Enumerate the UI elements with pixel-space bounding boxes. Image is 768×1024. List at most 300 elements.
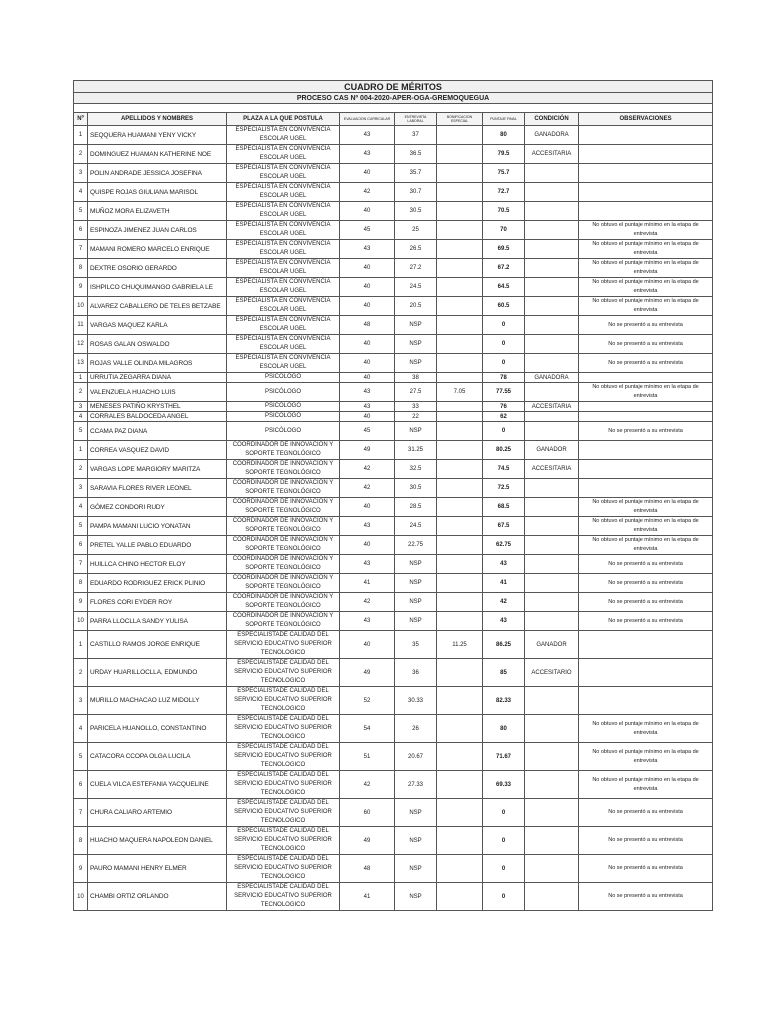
curricular-score: 43 — [340, 555, 395, 574]
row-number: 1 — [74, 373, 88, 383]
row-number: 9 — [74, 278, 88, 297]
bonus-score — [437, 221, 483, 240]
interview-score: NSP — [395, 316, 437, 335]
bonus-score: 7.05 — [437, 383, 483, 402]
condition — [525, 517, 579, 536]
final-score: 60.5 — [483, 297, 525, 316]
observations: No se presentó a su entrevista — [579, 883, 713, 911]
bonus-score — [437, 883, 483, 911]
condition — [525, 593, 579, 612]
condition — [525, 422, 579, 441]
final-score: 0 — [483, 799, 525, 827]
position-applied: ESPECIALISTADE CALIDAD DEL SERVICIO EDUCATIVO SUPERIOR TECNOLOGICO — [227, 659, 340, 687]
row-number: 5 — [74, 743, 88, 771]
position-applied: ESPECIALISTADE CALIDAD DEL SERVICIO EDUCATIVO SUPERIOR TECNOLOGICO — [227, 771, 340, 799]
table-row — [74, 771, 713, 799]
bonus-score — [437, 183, 483, 202]
condition — [525, 555, 579, 574]
interview-score: NSP — [395, 335, 437, 354]
position-applied: ESPECIALISTADE CALIDAD DEL SERVICIO EDUCATIVO SUPERIOR TECNOLOGICO — [227, 799, 340, 827]
interview-score: 35.7 — [395, 164, 437, 183]
applicant-name: CHURA CALIARO ARTEMIO — [88, 799, 227, 827]
observations: No obtuvo el puntaje mínimo en la etapa de entrevista — [579, 517, 713, 536]
bonus-score — [437, 164, 483, 183]
bonus-score — [437, 536, 483, 555]
final-score: 41 — [483, 574, 525, 593]
row-number: 10 — [74, 883, 88, 911]
observations: No se presentó a su entrevista — [579, 422, 713, 441]
bonus-score — [437, 799, 483, 827]
interview-score: 27.5 — [395, 383, 437, 402]
table-row — [74, 743, 713, 771]
curricular-score: 40 — [340, 412, 395, 422]
table-row — [74, 240, 713, 259]
interview-score: 26.5 — [395, 240, 437, 259]
bonus-score — [437, 202, 483, 221]
position-applied: ESPECIALISTA EN CONVIVENCIA ESCOLAR UGEL — [227, 202, 340, 221]
applicant-name: CORREA VASQUEZ DAVID — [88, 441, 227, 460]
row-number: 1 — [74, 631, 88, 659]
observations: No obtuvo el puntaje mínimo en la etapa de entrevista — [579, 259, 713, 278]
position-applied: ESPECIALISTA EN CONVIVENCIA ESCOLAR UGEL — [227, 240, 340, 259]
col-header-observaciones: OBSERVACIONES — [579, 113, 713, 126]
bonus-score — [437, 259, 483, 278]
interview-score: 38 — [395, 373, 437, 383]
curricular-score: 49 — [340, 827, 395, 855]
observations — [579, 164, 713, 183]
interview-score: NSP — [395, 612, 437, 631]
observations: No se presentó a su entrevista — [579, 799, 713, 827]
position-applied: PSICÓLOGO — [227, 373, 340, 383]
position-applied: ESPECIALISTA EN CONVIVENCIA ESCOLAR UGEL — [227, 354, 340, 373]
final-score: 0 — [483, 354, 525, 373]
position-applied: COORDINADOR DE INNOVACIÓN Y SOPORTE TEGNOLÓGICO — [227, 460, 340, 479]
condition — [525, 536, 579, 555]
bonus-score — [437, 771, 483, 799]
observations: No obtuvo el puntaje mínimo en la etapa de entrevista — [579, 771, 713, 799]
table-row — [74, 259, 713, 278]
condition — [525, 354, 579, 373]
bonus-score — [437, 574, 483, 593]
position-applied: COORDINADOR DE INNOVACIÓN Y SOPORTE TEGNOLÓGICO — [227, 498, 340, 517]
applicant-name: HUILLCA CHINO HECTOR ELOY — [88, 555, 227, 574]
observations: No obtuvo el puntaje mínimo en la etapa de entrevista — [579, 240, 713, 259]
applicant-name: CHAMBI ORTIZ ORLANDO — [88, 883, 227, 911]
curricular-score: 40 — [340, 259, 395, 278]
applicant-name: VARGAS MAQUEZ KARLA — [88, 316, 227, 335]
final-score: 62.75 — [483, 536, 525, 555]
final-score: 72.5 — [483, 479, 525, 498]
observations: No se presentó a su entrevista — [579, 335, 713, 354]
table-row — [74, 354, 713, 373]
applicant-name: ESPINOZA JIMENEZ JUAN CARLOS — [88, 221, 227, 240]
row-number: 10 — [74, 297, 88, 316]
observations — [579, 631, 713, 659]
observations — [579, 126, 713, 145]
interview-score: NSP — [395, 799, 437, 827]
bonus-score — [437, 335, 483, 354]
interview-score: NSP — [395, 883, 437, 911]
table-row — [74, 555, 713, 574]
condition: ACCESITARIA — [525, 145, 579, 164]
table-row — [74, 479, 713, 498]
final-score: 64.5 — [483, 278, 525, 297]
observations — [579, 479, 713, 498]
final-score: 76 — [483, 402, 525, 412]
applicant-name: ROSAS GALAN OSWALDO — [88, 335, 227, 354]
condition — [525, 687, 579, 715]
applicant-name: VALENZUELA HUACHO LUIS — [88, 383, 227, 402]
final-score: 74.5 — [483, 460, 525, 479]
condition — [525, 771, 579, 799]
table-row — [74, 536, 713, 555]
applicant-name: PARRA LLOCLLA SANDY YULISA — [88, 612, 227, 631]
interview-score: 33 — [395, 402, 437, 412]
condition — [525, 574, 579, 593]
table-row — [74, 278, 713, 297]
interview-score: 26 — [395, 715, 437, 743]
bonus-score — [437, 316, 483, 335]
row-number: 8 — [74, 259, 88, 278]
applicant-name: CORRALES BALDOCEDA ANGEL — [88, 412, 227, 422]
curricular-score: 43 — [340, 145, 395, 164]
position-applied: ESPECIALISTA EN CONVIVENCIA ESCOLAR UGEL — [227, 183, 340, 202]
applicant-name: CATACORA CCOPA OLGA LUCILA — [88, 743, 227, 771]
applicant-name: URDAY HUARILLOCLLA, EDMUNDO — [88, 659, 227, 687]
final-score: 80 — [483, 715, 525, 743]
applicant-name: MURILLO MACHACAO LUZ MIDOLLY — [88, 687, 227, 715]
merit-table — [73, 80, 713, 911]
observations — [579, 202, 713, 221]
row-number: 4 — [74, 412, 88, 422]
position-applied: ESPECIALISTADE CALIDAD DEL SERVICIO EDUCATIVO SUPERIOR TECNOLOGICO — [227, 743, 340, 771]
position-applied: ESPECIALISTADE CALIDAD DEL SERVICIO EDUCATIVO SUPERIOR TECNOLOGICO — [227, 687, 340, 715]
bonus-score — [437, 498, 483, 517]
row-number: 3 — [74, 164, 88, 183]
table-body — [74, 126, 713, 911]
condition — [525, 612, 579, 631]
applicant-name: CUELA VILCA ESTEFANIA YACQUELINE — [88, 771, 227, 799]
condition — [525, 498, 579, 517]
condition — [525, 799, 579, 827]
interview-score: 36 — [395, 659, 437, 687]
applicant-name: DOMINGUEZ HUAMAN KATHERINE NOE — [88, 145, 227, 164]
curricular-score: 43 — [340, 402, 395, 412]
bonus-score — [437, 422, 483, 441]
condition — [525, 335, 579, 354]
interview-score: NSP — [395, 593, 437, 612]
curricular-score: 42 — [340, 183, 395, 202]
observations: No se presentó a su entrevista — [579, 354, 713, 373]
condition — [525, 479, 579, 498]
final-score: 75.7 — [483, 164, 525, 183]
observations: No se presentó a su entrevista — [579, 555, 713, 574]
applicant-name: CASTILLO RAMOS JORGE ENRIQUE — [88, 631, 227, 659]
table-row — [74, 126, 713, 145]
final-score: 79.5 — [483, 145, 525, 164]
table-row — [74, 412, 713, 422]
bonus-score — [437, 855, 483, 883]
table-row — [74, 422, 713, 441]
table-row — [74, 183, 713, 202]
table-row — [74, 855, 713, 883]
curricular-score: 40 — [340, 297, 395, 316]
curricular-score: 48 — [340, 316, 395, 335]
observations: No se presentó a su entrevista — [579, 593, 713, 612]
final-score: 69.5 — [483, 240, 525, 259]
condition — [525, 221, 579, 240]
curricular-score: 41 — [340, 883, 395, 911]
position-applied: COORDINADOR DE INNOVACIÓN Y SOPORTE TEGNOLÓGICO — [227, 612, 340, 631]
row-number: 9 — [74, 855, 88, 883]
row-number: 4 — [74, 183, 88, 202]
condition — [525, 259, 579, 278]
applicant-name: POLIN ANDRADE JESSICA JOSEFINA — [88, 164, 227, 183]
interview-score: NSP — [395, 354, 437, 373]
observations: No obtuvo el puntaje mínimo en la etapa de entrevista — [579, 743, 713, 771]
final-score: 62 — [483, 412, 525, 422]
applicant-name: QUISPE ROJAS GIULIANA MARISOL — [88, 183, 227, 202]
applicant-name: EDUARDO RODRIGUEZ ERICK PLINIO — [88, 574, 227, 593]
table-row — [74, 498, 713, 517]
condition: ACCESITARIO — [525, 659, 579, 687]
curricular-score: 41 — [340, 574, 395, 593]
col-header-num: Nº — [74, 113, 88, 126]
interview-score: 30.7 — [395, 183, 437, 202]
observations — [579, 659, 713, 687]
bonus-score — [437, 827, 483, 855]
final-score: 85 — [483, 659, 525, 687]
applicant-name: CCAMA PAZ DIANA — [88, 422, 227, 441]
bonus-score — [437, 240, 483, 259]
table-row — [74, 612, 713, 631]
interview-score: 24.5 — [395, 278, 437, 297]
table-row — [74, 145, 713, 164]
curricular-score: 42 — [340, 593, 395, 612]
observations: No obtuvo el puntaje mínimo en la etapa de entrevista — [579, 297, 713, 316]
bonus-score — [437, 612, 483, 631]
row-number: 1 — [74, 126, 88, 145]
bonus-score — [437, 441, 483, 460]
interview-score: 32.5 — [395, 460, 437, 479]
final-score: 67.5 — [483, 517, 525, 536]
bonus-score — [437, 145, 483, 164]
condition: ACCESITARIA — [525, 402, 579, 412]
final-score: 0 — [483, 316, 525, 335]
interview-score: NSP — [395, 555, 437, 574]
position-applied: COORDINADOR DE INNOVACIÓN Y SOPORTE TEGNOLÓGICO — [227, 593, 340, 612]
interview-score: 24.5 — [395, 517, 437, 536]
interview-score: 35 — [395, 631, 437, 659]
bonus-score — [437, 297, 483, 316]
position-applied: PSICÓLOGO — [227, 412, 340, 422]
interview-score: 37 — [395, 126, 437, 145]
table-row — [74, 659, 713, 687]
condition: GANADORA — [525, 373, 579, 383]
condition — [525, 412, 579, 422]
observations: No se presentó a su entrevista — [579, 855, 713, 883]
row-number: 2 — [74, 460, 88, 479]
position-applied: PSICÓLOGO — [227, 422, 340, 441]
condition — [525, 715, 579, 743]
observations — [579, 460, 713, 479]
condition — [525, 164, 579, 183]
final-score: 78 — [483, 373, 525, 383]
observations — [579, 441, 713, 460]
row-number: 3 — [74, 687, 88, 715]
applicant-name: SEQQUERA HUAMANI YENY VICKY — [88, 126, 227, 145]
row-number: 8 — [74, 827, 88, 855]
final-score: 68.5 — [483, 498, 525, 517]
row-number: 6 — [74, 771, 88, 799]
curricular-score: 40 — [340, 631, 395, 659]
final-score: 43 — [483, 612, 525, 631]
final-score: 72.7 — [483, 183, 525, 202]
final-score: 0 — [483, 883, 525, 911]
bonus-score: 11.25 — [437, 631, 483, 659]
row-number: 13 — [74, 354, 88, 373]
table-row — [74, 631, 713, 659]
row-number: 5 — [74, 422, 88, 441]
condition — [525, 202, 579, 221]
table-row — [74, 799, 713, 827]
curricular-score: 43 — [340, 126, 395, 145]
condition — [525, 316, 579, 335]
row-number: 7 — [74, 799, 88, 827]
interview-score: 27.33 — [395, 771, 437, 799]
applicant-name: MENESES PATIÑO KRYSTHEL — [88, 402, 227, 412]
condition: GANADOR — [525, 631, 579, 659]
position-applied: ESPECIALISTA EN CONVIVENCIA ESCOLAR UGEL — [227, 316, 340, 335]
table-row — [74, 827, 713, 855]
curricular-score: 43 — [340, 517, 395, 536]
col-header-condicion: CONDICIÓN — [525, 113, 579, 126]
final-score: 70.5 — [483, 202, 525, 221]
position-applied: ESPECIALISTADE CALIDAD DEL SERVICIO EDUCATIVO SUPERIOR TECNOLOGICO — [227, 855, 340, 883]
interview-score: 20.67 — [395, 743, 437, 771]
interview-score: 20.5 — [395, 297, 437, 316]
row-number: 7 — [74, 555, 88, 574]
table-row — [74, 221, 713, 240]
table-row — [74, 883, 713, 911]
col-header-curricular: EVALUACION CURRICULAR — [340, 113, 395, 126]
observations: No se presentó a su entrevista — [579, 827, 713, 855]
table-row — [74, 687, 713, 715]
condition — [525, 883, 579, 911]
table-row — [74, 297, 713, 316]
final-score: 0 — [483, 855, 525, 883]
bonus-score — [437, 412, 483, 422]
interview-score: 30.5 — [395, 479, 437, 498]
curricular-score: 60 — [340, 799, 395, 827]
position-applied: ESPECIALISTA EN CONVIVENCIA ESCOLAR UGEL — [227, 126, 340, 145]
row-number: 2 — [74, 383, 88, 402]
bonus-score — [437, 479, 483, 498]
applicant-name: VARGAS LOPE MARGIORY MARITZA — [88, 460, 227, 479]
condition — [525, 855, 579, 883]
bonus-score — [437, 126, 483, 145]
row-number: 5 — [74, 517, 88, 536]
curricular-score: 40 — [340, 354, 395, 373]
curricular-score: 42 — [340, 460, 395, 479]
final-score: 43 — [483, 555, 525, 574]
interview-score: 22 — [395, 412, 437, 422]
condition — [525, 240, 579, 259]
interview-score: 36.5 — [395, 145, 437, 164]
bonus-score — [437, 402, 483, 412]
condition: GANADORA — [525, 126, 579, 145]
position-applied: COORDINADOR DE INNOVACIÓN Y SOPORTE TEGNOLÓGICO — [227, 536, 340, 555]
table-row — [74, 402, 713, 412]
curricular-score: 48 — [340, 855, 395, 883]
table-row — [74, 202, 713, 221]
table-row — [74, 441, 713, 460]
applicant-name: DEXTRE OSORIO GERARDO — [88, 259, 227, 278]
row-number: 10 — [74, 612, 88, 631]
curricular-score: 51 — [340, 743, 395, 771]
interview-score: 25 — [395, 221, 437, 240]
interview-score: NSP — [395, 422, 437, 441]
applicant-name: HUACHO MAQUERA NAPOLEON DANIEL — [88, 827, 227, 855]
observations — [579, 402, 713, 412]
condition — [525, 383, 579, 402]
curricular-score: 43 — [340, 383, 395, 402]
applicant-name: ROJAS VALLE OLINDA MILAGROS — [88, 354, 227, 373]
applicant-name: PRETEL YALLE PABLO EDUARDO — [88, 536, 227, 555]
condition — [525, 278, 579, 297]
bonus-score — [437, 715, 483, 743]
row-number: 9 — [74, 593, 88, 612]
condition: GANADOR — [525, 441, 579, 460]
position-applied: ESPECIALISTA EN CONVIVENCIA ESCOLAR UGEL — [227, 259, 340, 278]
observations: No obtuvo el puntaje mínimo en la etapa de entrevista — [579, 383, 713, 402]
position-applied: COORDINADOR DE INNOVACIÓN Y SOPORTE TEGNOLÓGICO — [227, 479, 340, 498]
observations: No obtuvo el puntaje mínimo en la etapa de entrevista — [579, 536, 713, 555]
interview-score: 30.5 — [395, 202, 437, 221]
table-title: CUADRO DE MÉRITOS — [74, 81, 713, 93]
observations — [579, 412, 713, 422]
col-header-plaza: PLAZA A LA QUE POSTULA — [227, 113, 340, 126]
observations: No se presentó a su entrevista — [579, 316, 713, 335]
final-score: 80 — [483, 126, 525, 145]
curricular-score: 45 — [340, 221, 395, 240]
interview-score: 28.5 — [395, 498, 437, 517]
curricular-score: 40 — [340, 164, 395, 183]
interview-score: NSP — [395, 855, 437, 883]
col-header-name: APELLIDOS Y NOMBRES — [88, 113, 227, 126]
observations: No se presentó a su entrevista — [579, 574, 713, 593]
table-row — [74, 593, 713, 612]
curricular-score: 54 — [340, 715, 395, 743]
condition — [525, 827, 579, 855]
curricular-score: 40 — [340, 278, 395, 297]
curricular-score: 45 — [340, 422, 395, 441]
row-number: 7 — [74, 240, 88, 259]
applicant-name: GÓMEZ CONDORI RUDY — [88, 498, 227, 517]
position-applied: COORDINADOR DE INNOVACIÓN Y SOPORTE TEGNOLÓGICO — [227, 517, 340, 536]
curricular-score: 42 — [340, 479, 395, 498]
position-applied: ESPECIALISTA EN CONVIVENCIA ESCOLAR UGEL — [227, 335, 340, 354]
observations — [579, 183, 713, 202]
position-applied: COORDINADOR DE INNOVACIÓN Y SOPORTE TEGNOLÓGICO — [227, 574, 340, 593]
interview-score: NSP — [395, 574, 437, 593]
position-applied: COORDINADOR DE INNOVACIÓN Y SOPORTE TEGNOLÓGICO — [227, 441, 340, 460]
position-applied: COORDINADOR DE INNOVACIÓN Y SOPORTE TEGNOLÓGICO — [227, 555, 340, 574]
position-applied: ESPECIALISTA EN CONVIVENCIA ESCOLAR UGEL — [227, 221, 340, 240]
table-row — [74, 373, 713, 383]
row-number: 4 — [74, 715, 88, 743]
curricular-score: 52 — [340, 687, 395, 715]
